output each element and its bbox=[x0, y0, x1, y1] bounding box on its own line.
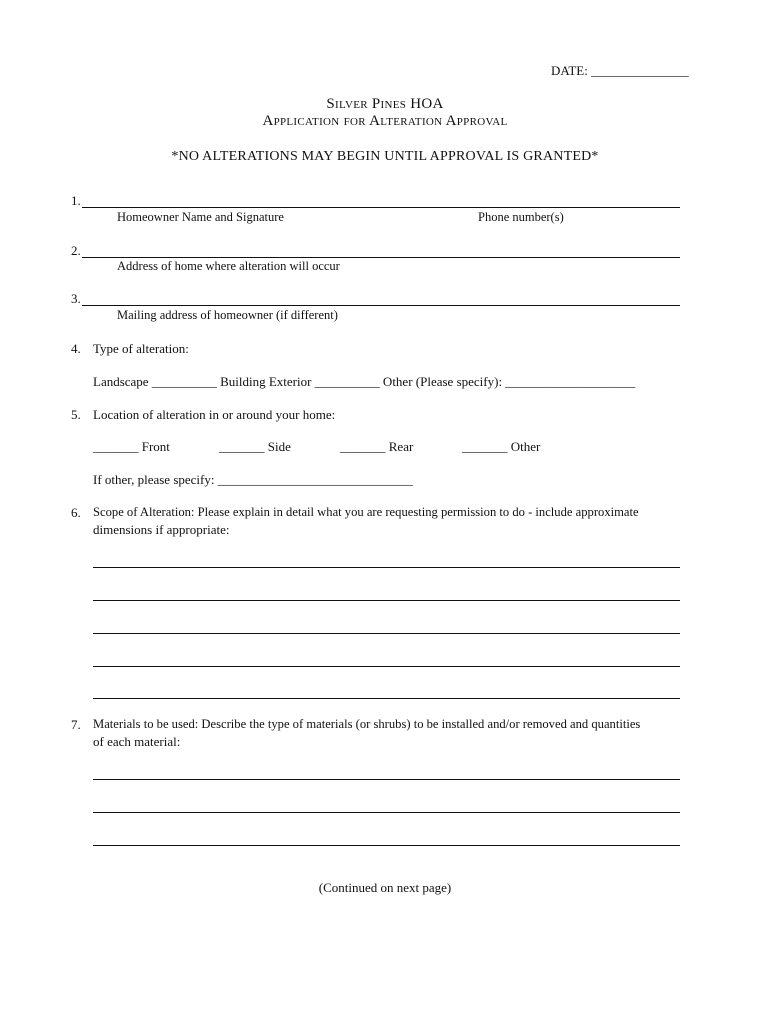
field-2-number: 2. bbox=[71, 243, 81, 258]
q5-number: 5. bbox=[71, 407, 81, 422]
q7-number: 7. bbox=[71, 717, 81, 732]
field-1-number: 1. bbox=[71, 193, 81, 208]
q5-other-option[interactable]: _______ Other bbox=[462, 439, 541, 454]
field-2-line[interactable] bbox=[82, 257, 680, 258]
q6-answer-line[interactable] bbox=[93, 567, 680, 568]
q5-front-option[interactable]: _______ Front bbox=[93, 439, 170, 454]
q6-answer-line[interactable] bbox=[93, 633, 680, 634]
q6-answer-line[interactable] bbox=[93, 666, 680, 667]
q4-options[interactable]: Landscape __________ Building Exterior __________ Other (Please specify): ____________________ bbox=[93, 374, 636, 389]
q6-text-line-2: dimensions if appropriate: bbox=[93, 522, 230, 537]
q7-answer-line[interactable] bbox=[93, 779, 680, 780]
q6-text-line-1: Scope of Alteration: Please explain in detail what you are requesting permission to do - include approximate bbox=[93, 505, 639, 519]
q5-specify-field[interactable]: If other, please specify: ______________________________ bbox=[93, 472, 413, 487]
q7-text-line-2: of each material: bbox=[93, 734, 181, 749]
approval-notice: *NO ALTERATIONS MAY BEGIN UNTIL APPROVAL IS GRANTED* bbox=[171, 149, 599, 164]
continued-note: (Continued on next page) bbox=[318, 880, 452, 895]
field-1-caption-phone: Phone number(s) bbox=[478, 210, 564, 224]
q7-answer-line[interactable] bbox=[93, 845, 680, 846]
q5-label: Location of alteration in or around your home: bbox=[93, 407, 336, 422]
q6-answer-line[interactable] bbox=[93, 698, 680, 699]
form-title: Application for Alteration Approval bbox=[262, 113, 508, 129]
field-1-caption-name: Homeowner Name and Signature bbox=[117, 210, 284, 224]
q5-rear-option[interactable]: _______ Rear bbox=[340, 439, 414, 454]
q7-text-line-1: Materials to be used: Describe the type of materials (or shrubs) to be installed and/or removed and quantities bbox=[93, 717, 641, 731]
field-3-line[interactable] bbox=[82, 305, 680, 306]
field-3-number: 3. bbox=[71, 291, 81, 306]
field-2-caption: Address of home where alteration will occur bbox=[117, 259, 340, 273]
q4-label: Type of alteration: bbox=[93, 341, 189, 356]
q6-number: 6. bbox=[71, 505, 81, 520]
date-field[interactable]: DATE: _______________ bbox=[551, 63, 689, 78]
q6-answer-line[interactable] bbox=[93, 600, 680, 601]
q7-answer-line[interactable] bbox=[93, 812, 680, 813]
q5-side-option[interactable]: _______ Side bbox=[219, 439, 291, 454]
q4-number: 4. bbox=[71, 341, 81, 356]
field-3-caption: Mailing address of homeowner (if different) bbox=[117, 308, 338, 322]
organization-name: Silver Pines HOA bbox=[326, 96, 444, 112]
field-1-line[interactable] bbox=[82, 207, 680, 208]
